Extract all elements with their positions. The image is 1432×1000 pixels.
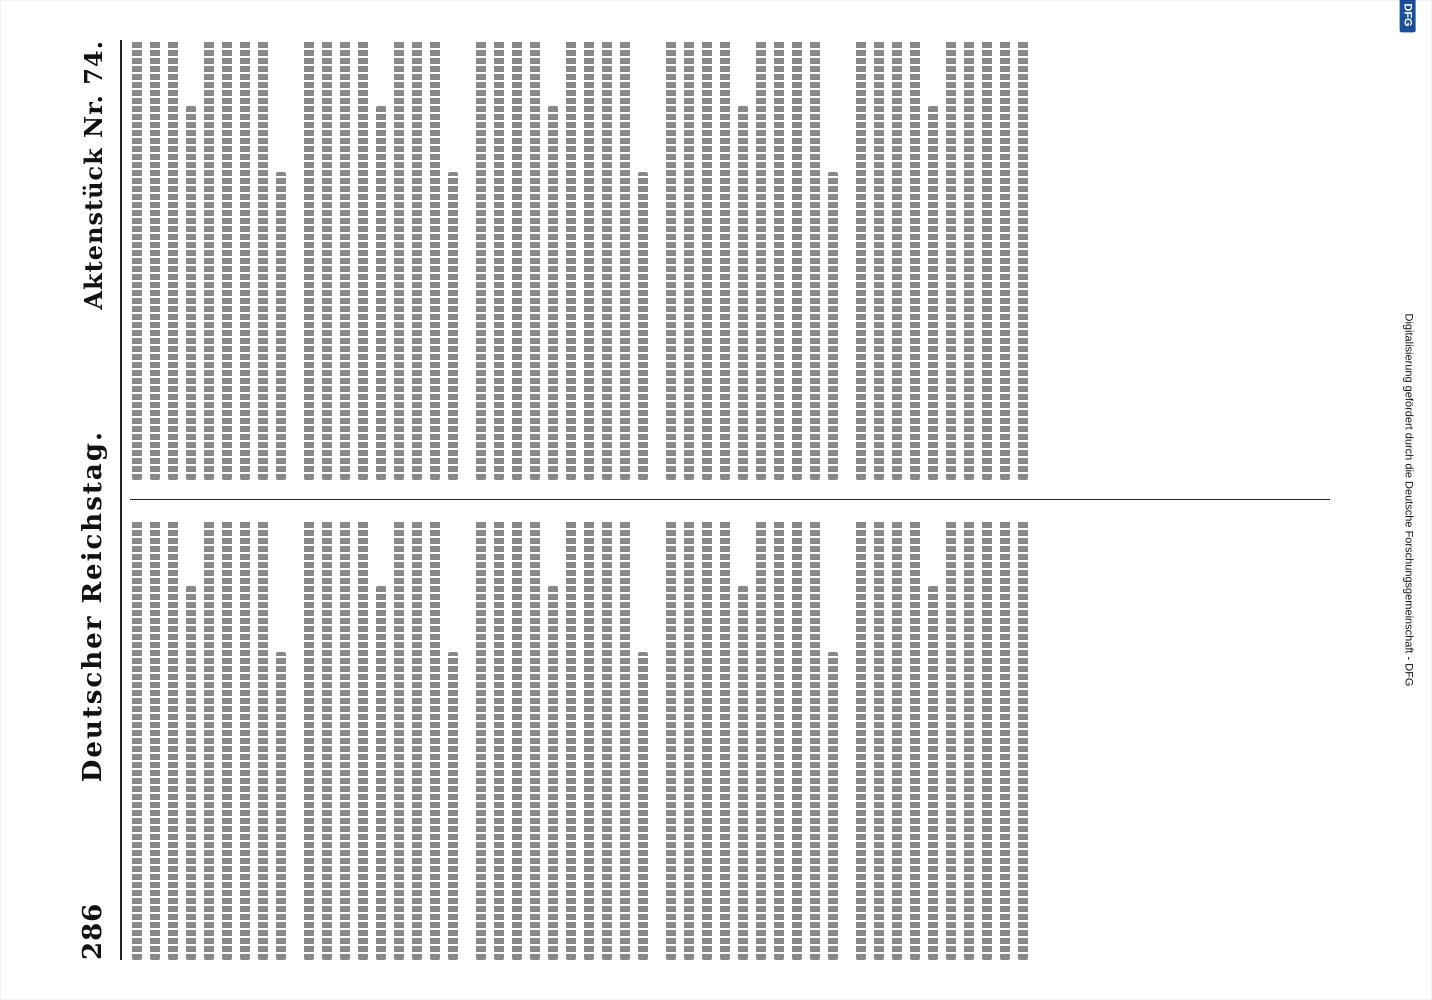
text-line xyxy=(132,40,142,480)
text-line xyxy=(376,106,386,480)
running-head xyxy=(70,40,116,960)
text-line xyxy=(828,172,838,480)
text-line xyxy=(204,520,214,960)
paragraph-gap xyxy=(846,520,856,960)
text-line xyxy=(476,40,486,480)
text-line xyxy=(358,520,368,960)
text-line xyxy=(1000,520,1010,960)
running-title: Deutscher Reichstag. xyxy=(78,430,108,783)
text-line xyxy=(340,520,350,960)
digitization-note xyxy=(1390,0,1426,1000)
text-line xyxy=(856,40,866,480)
right-column xyxy=(132,40,1330,480)
paragraph-gap xyxy=(656,40,666,480)
text-line xyxy=(150,520,160,960)
paragraph-gap xyxy=(294,520,304,960)
text-line xyxy=(774,40,784,480)
text-line xyxy=(304,40,314,480)
text-line xyxy=(448,172,458,480)
text-line xyxy=(566,520,576,960)
text-line xyxy=(928,106,938,480)
text-line xyxy=(132,520,142,960)
text-line xyxy=(394,40,404,480)
text-line xyxy=(946,520,956,960)
text-line xyxy=(322,40,332,480)
text-line xyxy=(222,520,232,960)
text-line xyxy=(810,520,820,960)
text-line xyxy=(892,520,902,960)
text-line xyxy=(874,520,884,960)
page-content xyxy=(70,40,1330,960)
digitization-note-text: Digitalisierung gefördert durch die Deutsche Forschungsgemeinschaft - DFG xyxy=(1402,313,1415,687)
text-line xyxy=(738,106,748,480)
paragraph-gap xyxy=(466,40,476,480)
text-line xyxy=(810,40,820,480)
text-line xyxy=(258,40,268,480)
text-line xyxy=(946,40,956,480)
text-line xyxy=(828,652,838,960)
page-number: 286 xyxy=(78,902,108,960)
text-line xyxy=(566,40,576,480)
text-line xyxy=(430,520,440,960)
left-column xyxy=(132,520,1330,960)
header-rule xyxy=(120,40,122,960)
text-line xyxy=(204,40,214,480)
paragraph-gap xyxy=(466,520,476,960)
text-line xyxy=(964,520,974,960)
text-line xyxy=(1018,520,1028,960)
text-line xyxy=(982,520,992,960)
paragraph-gap xyxy=(294,40,304,480)
text-line xyxy=(910,520,920,960)
text-line xyxy=(512,40,522,480)
text-line xyxy=(430,40,440,480)
text-line xyxy=(476,520,486,960)
text-line xyxy=(1018,40,1028,480)
text-line xyxy=(620,40,630,480)
text-line xyxy=(910,40,920,480)
text-line xyxy=(186,106,196,480)
dfg-badge-text: DFG xyxy=(1400,0,1416,33)
dfg-badge xyxy=(1390,2,1426,28)
text-line xyxy=(168,520,178,960)
text-line xyxy=(584,40,594,480)
text-line xyxy=(258,520,268,960)
text-line xyxy=(186,586,196,960)
text-line xyxy=(530,520,540,960)
text-line xyxy=(684,520,694,960)
text-line xyxy=(494,520,504,960)
text-line xyxy=(394,520,404,960)
text-line xyxy=(964,40,974,480)
text-line xyxy=(720,520,730,960)
text-line xyxy=(376,586,386,960)
text-line xyxy=(150,40,160,480)
text-line xyxy=(322,520,332,960)
text-line xyxy=(792,520,802,960)
text-line xyxy=(856,520,866,960)
text-line xyxy=(874,40,884,480)
text-line xyxy=(638,172,648,480)
text-line xyxy=(276,652,286,960)
paragraph-gap xyxy=(846,40,856,480)
text-line xyxy=(620,520,630,960)
text-line xyxy=(602,520,612,960)
text-line xyxy=(602,40,612,480)
text-line xyxy=(168,40,178,480)
paragraph-gap xyxy=(656,520,666,960)
text-line xyxy=(774,520,784,960)
text-line xyxy=(702,520,712,960)
text-line xyxy=(340,40,350,480)
document-reference: Aktenstück Nr. 74. xyxy=(78,40,108,310)
text-line xyxy=(494,40,504,480)
column-divider xyxy=(130,499,1330,500)
text-line xyxy=(756,520,766,960)
text-line xyxy=(720,40,730,480)
text-line xyxy=(412,40,422,480)
text-line xyxy=(512,520,522,960)
text-line xyxy=(982,40,992,480)
text-line xyxy=(666,40,676,480)
text-line xyxy=(892,40,902,480)
text-line xyxy=(756,40,766,480)
text-line xyxy=(240,520,250,960)
text-line xyxy=(304,520,314,960)
text-line xyxy=(240,40,250,480)
text-line xyxy=(448,652,458,960)
text-line xyxy=(222,40,232,480)
text-line xyxy=(684,40,694,480)
text-line xyxy=(548,106,558,480)
text-line xyxy=(584,520,594,960)
text-line xyxy=(666,520,676,960)
text-line xyxy=(792,40,802,480)
text-line xyxy=(276,172,286,480)
text-line xyxy=(638,652,648,960)
text-line xyxy=(412,520,422,960)
text-line xyxy=(358,40,368,480)
text-line xyxy=(738,586,748,960)
text-line xyxy=(548,586,558,960)
text-line xyxy=(1000,40,1010,480)
text-line xyxy=(702,40,712,480)
text-line xyxy=(928,586,938,960)
text-line xyxy=(530,40,540,480)
